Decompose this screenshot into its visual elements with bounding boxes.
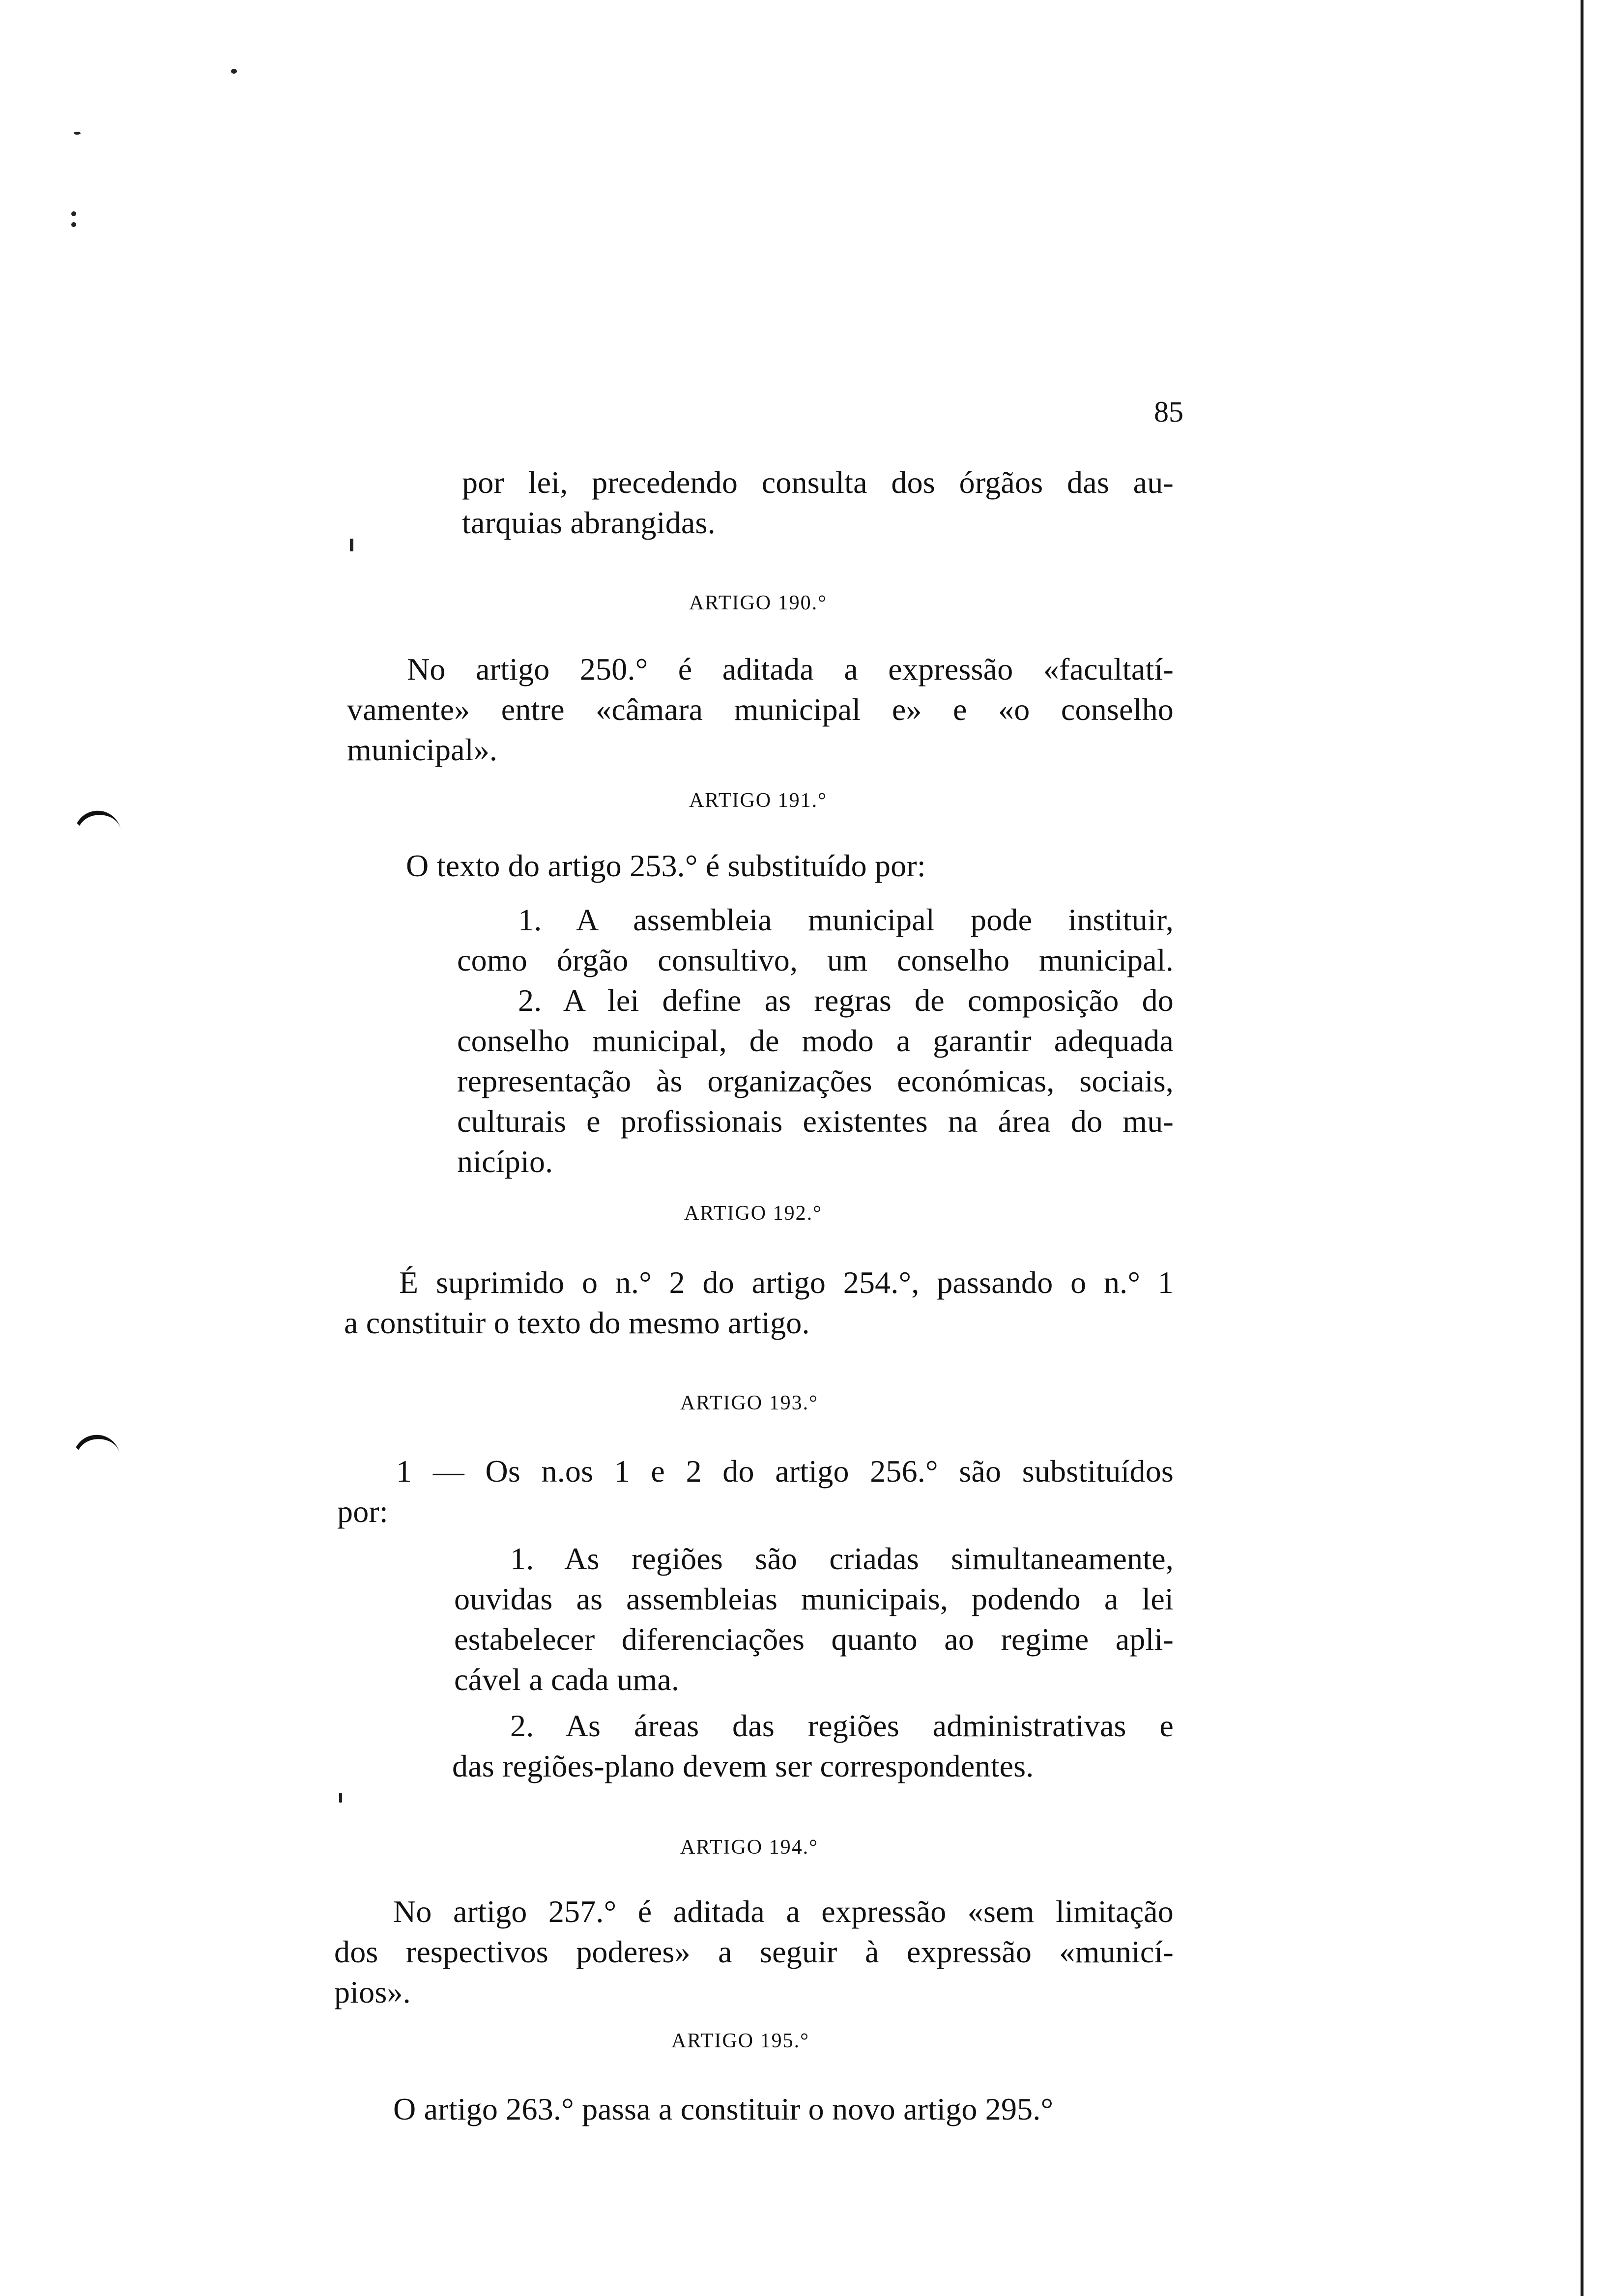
text-line: por lei, precedendo consulta dos órgãos das au- [462, 465, 1174, 500]
text-line: 1. A assembleia municipal pode instituir, [518, 902, 1174, 937]
text-line: estabelecer diferenciações quanto ao regime apli- [454, 1622, 1174, 1657]
text-line: conselho municipal, de modo a garantir adequada [457, 1023, 1174, 1058]
scan-speck [350, 539, 353, 551]
article-heading: ARTIGO 191.° [689, 789, 827, 812]
text-line: No artigo 257.° é aditada a expressão «sem limitação [393, 1894, 1174, 1929]
page-edge-line [1581, 0, 1583, 2296]
text-line: vamente» entre «câmara municipal e» e «o conselho [347, 692, 1174, 727]
text-line: O texto do artigo 253.° é substituído por: [406, 848, 926, 883]
article-heading: ARTIGO 193.° [680, 1392, 818, 1414]
text-line: 2. As áreas das regiões administrativas e [510, 1708, 1174, 1743]
text-line: O artigo 263.° passa a constituir o novo artigo 295.° [393, 2092, 1054, 2126]
scan-speck [71, 211, 76, 216]
page-number: 85 [1154, 396, 1183, 428]
text-line: culturais e profissionais existentes na área do mu- [457, 1104, 1174, 1139]
margin-mark [70, 806, 123, 849]
text-line: ouvidas as assembleias municipais, podendo a lei [454, 1581, 1174, 1616]
article-heading: ARTIGO 190.° [689, 592, 827, 614]
scan-speck [74, 132, 81, 135]
text-line: municipal». [347, 732, 498, 767]
text-line: das regiões-plano devem ser correspondentes. [452, 1749, 1034, 1783]
text-line: nicípio. [457, 1144, 553, 1179]
text-line: É suprimido o n.° 2 do artigo 254.°, passando o n.° 1 [399, 1265, 1174, 1300]
text-line: pios». [334, 1975, 411, 2009]
scan-speck [231, 69, 237, 74]
text-line: cável a cada uma. [454, 1662, 680, 1697]
text-line: tarquias abrangidas. [462, 505, 716, 540]
article-heading: ARTIGO 194.° [680, 1836, 818, 1859]
article-heading: ARTIGO 192.° [684, 1202, 822, 1225]
text-line: por: [337, 1494, 388, 1529]
text-line: dos respectivos poderes» a seguir à expressão «municí- [334, 1934, 1174, 1969]
text-line: 2. A lei define as regras de composição do [518, 983, 1174, 1018]
article-heading: ARTIGO 195.° [671, 2030, 809, 2052]
scan-speck [339, 1793, 342, 1803]
margin-mark [69, 1431, 122, 1473]
text-line: 1 — Os n.os 1 e 2 do artigo 256.° são substituídos [396, 1454, 1174, 1489]
scan-speck [71, 222, 76, 227]
text-line: como órgão consultivo, um conselho municipal. [457, 943, 1174, 977]
text-line: 1. As regiões são criadas simultaneamente, [510, 1541, 1174, 1576]
text-line: No artigo 250.° é aditada a expressão «facultatí- [407, 652, 1174, 687]
text-line: a constituir o texto do mesmo artigo. [344, 1305, 810, 1340]
text-line: representação às organizações económicas, sociais, [457, 1063, 1174, 1098]
